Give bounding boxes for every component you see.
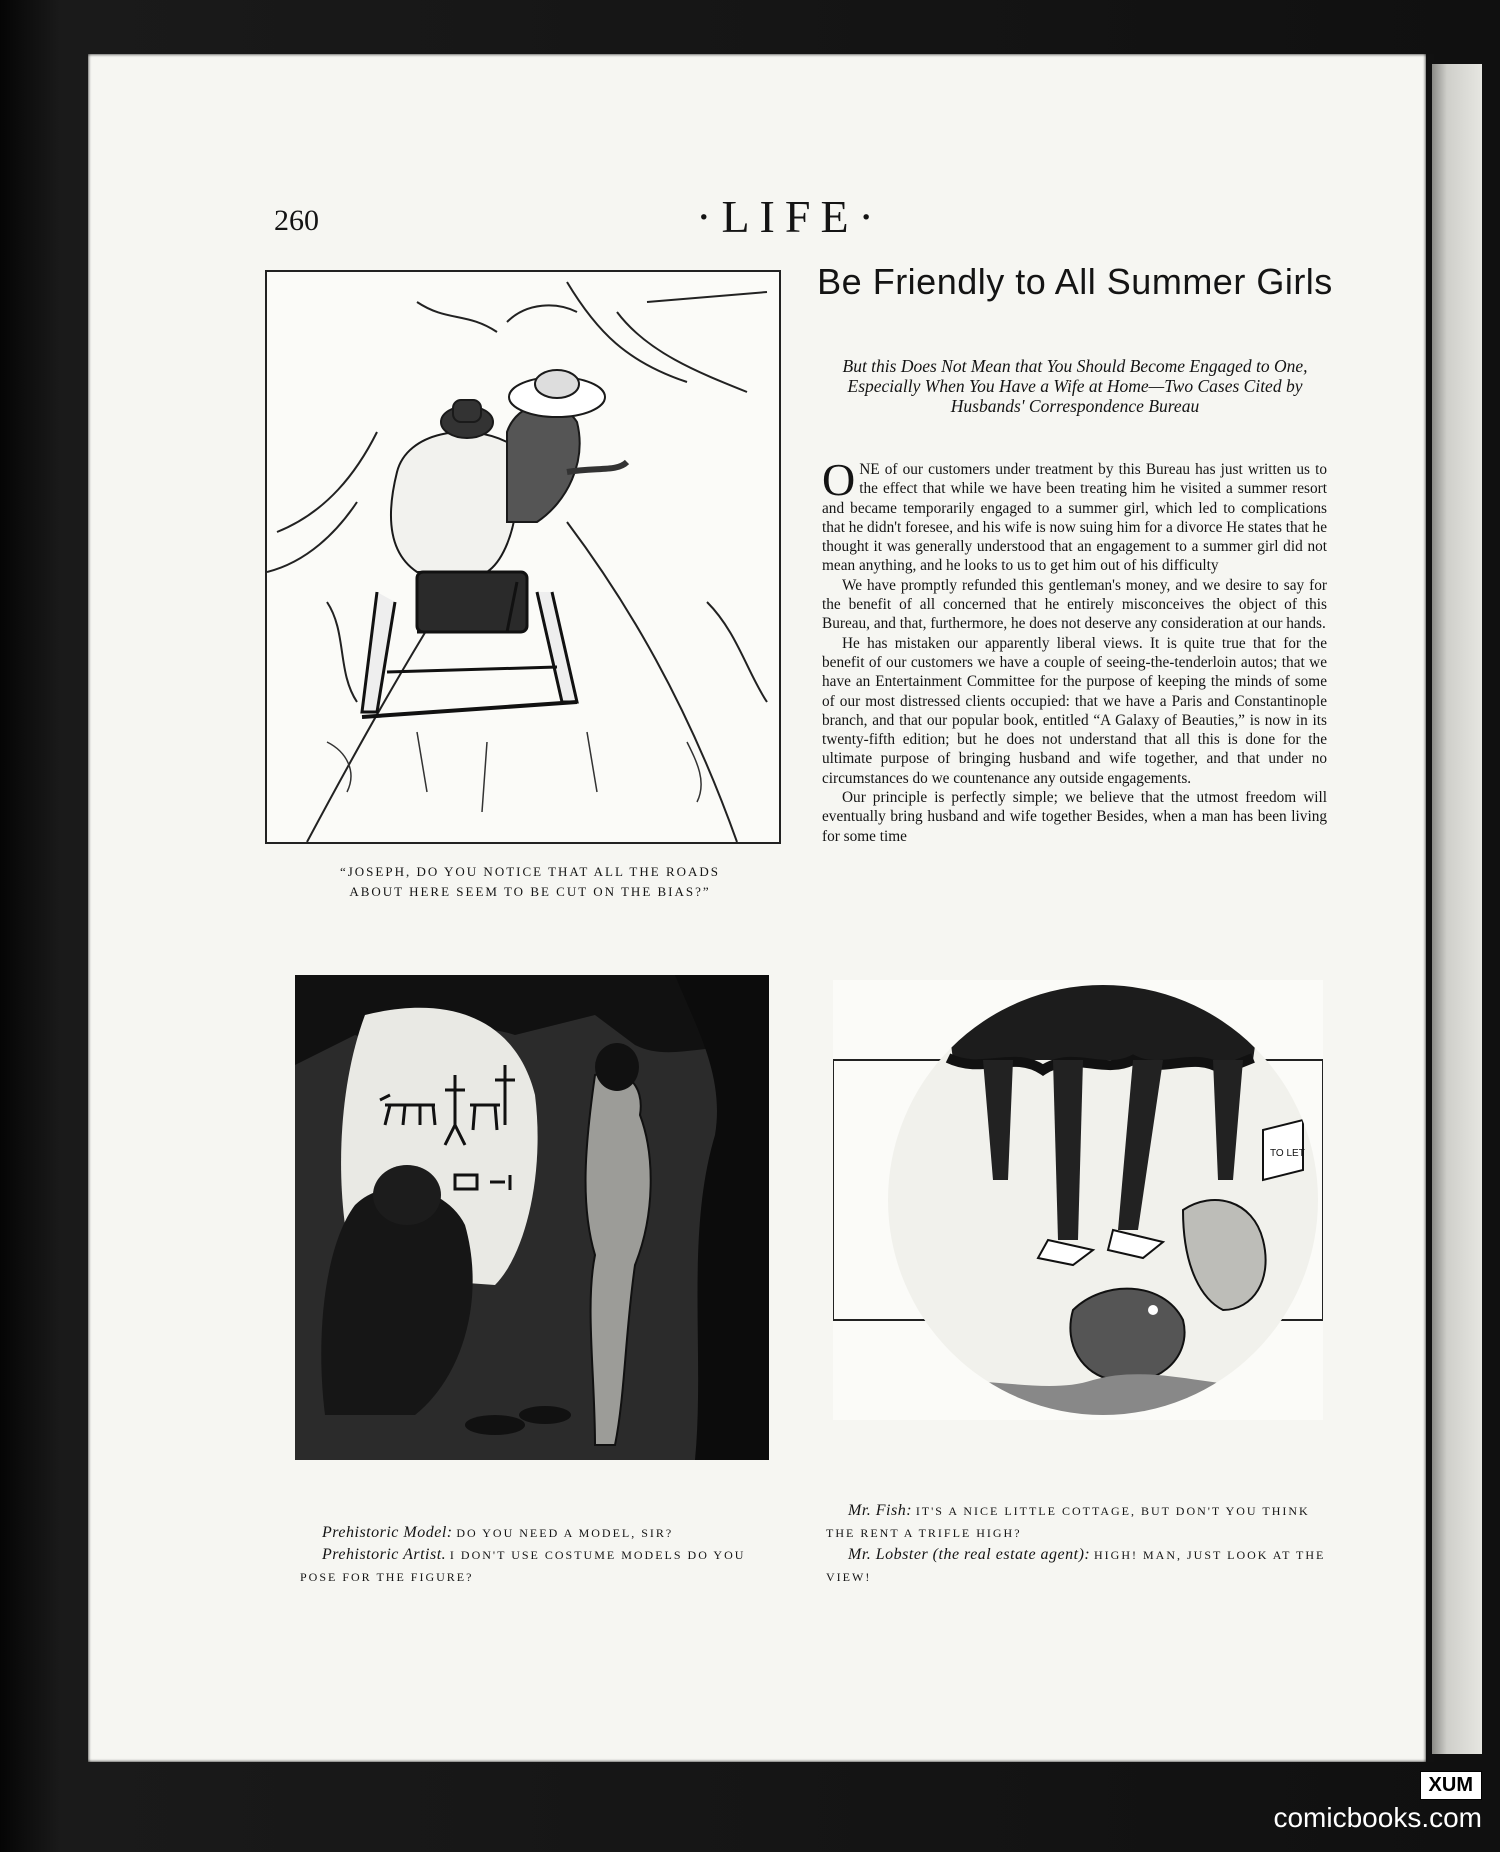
facing-page-edge <box>1432 64 1482 1754</box>
prehistoric-caption <box>300 1522 785 1588</box>
caption-speech: I DON'T USE COSTUME MODELS DO YOU POSE FOR THE FIGURE? <box>300 1548 746 1584</box>
page-number: 260 <box>274 204 319 237</box>
caption-line <box>826 1500 1326 1544</box>
paragraph-text: NE of our customers under treatment by this Bureau has just written us to the effect that while we have been treating him he visited a summer resort and became temporarily engaged to a summer girl, which led to complications that he didn't foresee, and his wife is now suing him for a divorce He states that he thought it was generally understood that an engagement to a summer girl did not mean anything, and he looks to us to get him out of his difficulty <box>822 461 1327 575</box>
fish-lobster-caption <box>826 1500 1326 1588</box>
article-paragraph: He has mistaken our apparently liberal views. It is quite true that for the benefit of our customers we have a couple of seeing-the-tenderloin autos; that we have an Entertainment Committee for the purpose of keeping the minds of some of our most distressed clients occupied: that we have a Paris and Constantinople branch, and that our popular book, entitled “A Galaxy of Beauties,” is now in its twenty-fifth edition; but he does not understand that all this is done for the ultimate purpose of bringing husband and wife together, and that under no circumstances do we countenance any outside engagements. <box>822 634 1327 787</box>
caption-speaker: Mr. Lobster (the real estate agent): <box>848 1546 1091 1563</box>
article-body <box>822 454 1327 846</box>
caption-speech: HIGH! MAN, JUST LOOK AT THE VIEW! <box>826 1548 1326 1584</box>
prehistoric-drawing <box>295 975 769 1460</box>
runabout-drawing <box>267 272 779 842</box>
article-deck: But this Does Not Mean that You Should Become Engaged to One, Especially When You Have a Wife at Home—Two Cases Cited by Husbands' Correspondence Bureau <box>842 356 1308 416</box>
watermark-tag: XUM <box>1420 1771 1482 1800</box>
caption-speech: IT'S A NICE LITTLE COTTAGE, BUT DON'T YOU THINK THE RENT A TRIFLE HIGH? <box>826 1504 1310 1540</box>
runabout-caption: “JOSEPH, DO YOU NOTICE THAT ALL THE ROADS ABOUT HERE SEEM TO BE CUT ON THE BIAS?” <box>339 864 721 899</box>
article-paragraph <box>822 454 1327 576</box>
runabout-illustration <box>265 270 781 844</box>
caption-speaker: Prehistoric Artist. <box>322 1546 447 1563</box>
article-paragraph: We have promptly refunded this gentleman's money, and we desire to say for the benefit of all concerned that he entirely misconceives the object of this Bureau, and that, furthermore, he does not deserve any consideration at our hands. <box>822 576 1327 633</box>
watermark-site: comicbooks.com <box>1273 1802 1482 1833</box>
underwater-drawing <box>833 980 1323 1420</box>
caption-line <box>300 1522 785 1544</box>
article-title: Be Friendly to All Summer Girls <box>817 261 1333 302</box>
drop-cap: O <box>822 454 856 505</box>
fish-lobster-illustration <box>833 980 1323 1420</box>
caption-speech: DO YOU NEED A MODEL, SIR? <box>456 1526 674 1540</box>
caption-line <box>300 1544 785 1588</box>
caption-speaker: Mr. Fish: <box>848 1502 913 1519</box>
caption-line <box>826 1544 1326 1588</box>
watermark <box>1273 1771 1482 1834</box>
caption-speaker: Prehistoric Model: <box>322 1524 453 1541</box>
prehistoric-artist-illustration <box>295 975 769 1460</box>
article-paragraph: Our principle is perfectly simple; we believe that the utmost freedom will eventually bring husband and wife together Besides, when a man has been living for some time <box>822 789 1327 845</box>
to-let-sign: TO LET <box>1270 1148 1305 1159</box>
masthead: ·LIFE· <box>696 191 884 242</box>
